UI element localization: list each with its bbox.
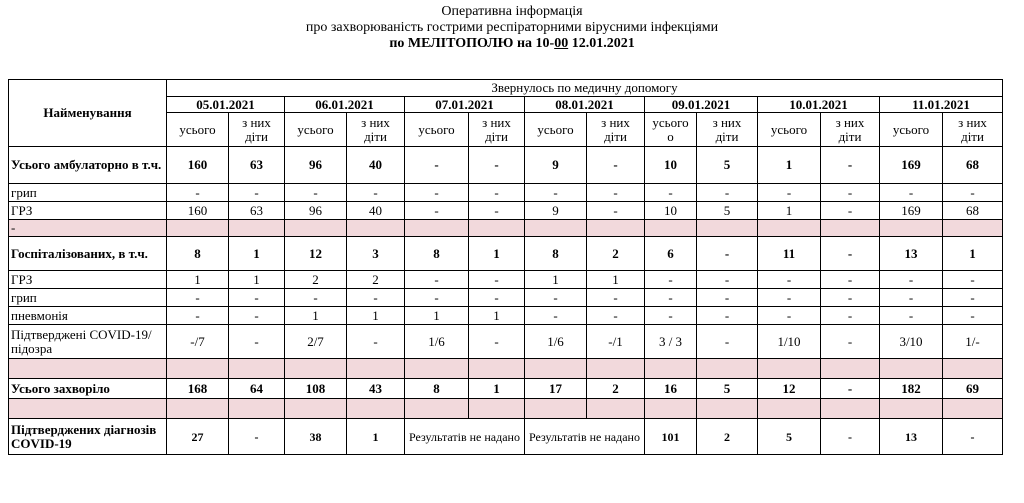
cell bbox=[347, 359, 405, 379]
cell: 1/10 bbox=[758, 325, 821, 359]
row-label: Підтверджені COVID-19/підозра bbox=[9, 325, 167, 359]
row-label: ГРЗ bbox=[9, 202, 167, 220]
cell bbox=[880, 220, 943, 237]
cell: 43 bbox=[347, 379, 405, 399]
cell: 2 bbox=[285, 271, 347, 289]
cell: 10 bbox=[645, 202, 697, 220]
row-label bbox=[9, 399, 167, 419]
cell: 3/10 bbox=[880, 325, 943, 359]
table-row bbox=[9, 325, 1003, 359]
cell: - bbox=[587, 307, 645, 325]
cell: - bbox=[167, 289, 229, 307]
cell: - bbox=[821, 379, 880, 399]
cell bbox=[469, 399, 525, 419]
subheader-total: усього bbox=[167, 113, 229, 147]
cell: - bbox=[525, 184, 587, 202]
cell: - bbox=[347, 184, 405, 202]
cell bbox=[821, 359, 880, 379]
row-label: - bbox=[9, 220, 167, 237]
cell bbox=[285, 399, 347, 419]
cell: - bbox=[229, 184, 285, 202]
cell: 64 bbox=[229, 379, 285, 399]
cell: 1 bbox=[285, 307, 347, 325]
cell: 1 bbox=[405, 307, 469, 325]
cell: - bbox=[469, 271, 525, 289]
cell: - bbox=[758, 289, 821, 307]
cell: 1 bbox=[525, 271, 587, 289]
cell: 1 bbox=[943, 237, 1003, 271]
table-row bbox=[9, 237, 1003, 271]
report-date-line bbox=[0, 36, 1024, 52]
cell bbox=[167, 220, 229, 237]
cell bbox=[587, 399, 645, 419]
subheader-total: усього bbox=[880, 113, 943, 147]
cell: 38 bbox=[285, 419, 347, 455]
cell bbox=[347, 399, 405, 419]
row-label: грип bbox=[9, 184, 167, 202]
cell: 2 bbox=[587, 237, 645, 271]
cell: 1 bbox=[469, 379, 525, 399]
subheader-kids: з них діти bbox=[347, 113, 405, 147]
cell: 1 bbox=[347, 419, 405, 455]
cell bbox=[587, 220, 645, 237]
cell: -/1 bbox=[587, 325, 645, 359]
cell: - bbox=[943, 289, 1003, 307]
cell bbox=[697, 359, 758, 379]
no-results-cell: Результатів не надано bbox=[405, 419, 525, 455]
cell: - bbox=[405, 202, 469, 220]
report-title: Оперативна інформація bbox=[441, 4, 583, 19]
cell: 2 bbox=[587, 379, 645, 399]
cell bbox=[469, 359, 525, 379]
cell: 5 bbox=[758, 419, 821, 455]
cell: - bbox=[880, 271, 943, 289]
cell bbox=[405, 399, 469, 419]
cell: 160 bbox=[167, 202, 229, 220]
subheader-kids: з них діти bbox=[469, 113, 525, 147]
cell bbox=[758, 220, 821, 237]
cell: 13 bbox=[880, 419, 943, 455]
cell: - bbox=[229, 325, 285, 359]
cell: 8 bbox=[405, 237, 469, 271]
cell: - bbox=[587, 202, 645, 220]
cell bbox=[525, 220, 587, 237]
cell: - bbox=[821, 237, 880, 271]
cell: - bbox=[469, 202, 525, 220]
cell: - bbox=[405, 184, 469, 202]
subheader-kids: з них діти bbox=[697, 113, 758, 147]
table-row bbox=[9, 220, 1003, 237]
cell bbox=[943, 399, 1003, 419]
cell: - bbox=[697, 307, 758, 325]
cell: 1/6 bbox=[405, 325, 469, 359]
subheader-total: усього bbox=[285, 113, 347, 147]
cell: - bbox=[347, 289, 405, 307]
cell bbox=[525, 399, 587, 419]
cell: - bbox=[821, 419, 880, 455]
cell: 5 bbox=[697, 202, 758, 220]
cell: - bbox=[587, 184, 645, 202]
cell: 16 bbox=[645, 379, 697, 399]
cell: - bbox=[645, 307, 697, 325]
cell: 168 bbox=[167, 379, 229, 399]
cell: - bbox=[943, 271, 1003, 289]
cell: - bbox=[347, 325, 405, 359]
cell: - bbox=[645, 184, 697, 202]
table-row bbox=[9, 399, 1003, 419]
date-header: 06.01.2021 bbox=[285, 97, 405, 113]
cell bbox=[645, 359, 697, 379]
cell: - bbox=[880, 184, 943, 202]
cell: - bbox=[405, 147, 469, 184]
subheader-total: усього о bbox=[645, 113, 697, 147]
date-header: 11.01.2021 bbox=[880, 97, 1003, 113]
cell: 96 bbox=[285, 202, 347, 220]
cell: - bbox=[525, 307, 587, 325]
cell: - bbox=[821, 147, 880, 184]
cell bbox=[880, 359, 943, 379]
cell: 27 bbox=[167, 419, 229, 455]
date-line-prefix: по МЕЛІТОПОЛЮ на 10- bbox=[389, 36, 555, 51]
cell: - bbox=[229, 307, 285, 325]
cell: 1 bbox=[469, 237, 525, 271]
table-row bbox=[9, 359, 1003, 379]
date-header: 10.01.2021 bbox=[758, 97, 880, 113]
cell bbox=[285, 220, 347, 237]
name-header: Найменування bbox=[9, 80, 167, 147]
table-row bbox=[9, 271, 1003, 289]
cell: - bbox=[587, 147, 645, 184]
cell: 1 bbox=[229, 271, 285, 289]
row-label: Усього амбулаторно в т.ч. bbox=[9, 147, 167, 184]
cell: 12 bbox=[758, 379, 821, 399]
cell: 1 bbox=[229, 237, 285, 271]
cell: - bbox=[645, 271, 697, 289]
cell: 5 bbox=[697, 379, 758, 399]
cell: 17 bbox=[525, 379, 587, 399]
report-subtitle: про захворюваність гострими респіраторними вірусними інфекціями bbox=[305, 20, 719, 35]
cell: - bbox=[525, 289, 587, 307]
cell: - bbox=[821, 184, 880, 202]
cell: - bbox=[758, 184, 821, 202]
cell: 8 bbox=[525, 237, 587, 271]
cell: 40 bbox=[347, 147, 405, 184]
cell: 2 bbox=[697, 419, 758, 455]
cell: 1 bbox=[347, 307, 405, 325]
date-header: 05.01.2021 bbox=[167, 97, 285, 113]
cell: 169 bbox=[880, 147, 943, 184]
cell bbox=[587, 359, 645, 379]
cell: - bbox=[697, 271, 758, 289]
cell bbox=[758, 359, 821, 379]
cell bbox=[645, 220, 697, 237]
subheader-total: усього bbox=[758, 113, 821, 147]
cell: - bbox=[645, 289, 697, 307]
covid-confirmed-row bbox=[9, 419, 1003, 455]
row-label: грип bbox=[9, 289, 167, 307]
cell: 10 bbox=[645, 147, 697, 184]
cell: - bbox=[821, 289, 880, 307]
cell: 63 bbox=[229, 202, 285, 220]
cell: 1 bbox=[167, 271, 229, 289]
cell: - bbox=[697, 184, 758, 202]
date-header: 09.01.2021 bbox=[645, 97, 758, 113]
subheader-kids: з них діти bbox=[943, 113, 1003, 147]
cell: - bbox=[758, 307, 821, 325]
table-row bbox=[9, 184, 1003, 202]
cell: 40 bbox=[347, 202, 405, 220]
cell: 12 bbox=[285, 237, 347, 271]
cell: - bbox=[285, 289, 347, 307]
cell bbox=[758, 399, 821, 419]
report-header bbox=[0, 0, 1024, 52]
subheader-kids: з них діти bbox=[821, 113, 880, 147]
cell: 9 bbox=[525, 202, 587, 220]
cell: - bbox=[285, 184, 347, 202]
cell: - bbox=[167, 307, 229, 325]
cell bbox=[285, 359, 347, 379]
cell: - bbox=[469, 147, 525, 184]
cell: 6 bbox=[645, 237, 697, 271]
cell: - bbox=[405, 289, 469, 307]
row-label: Підтверджених діагнозів COVID-19 bbox=[9, 419, 167, 455]
morbidity-table bbox=[8, 79, 1003, 455]
cell bbox=[880, 399, 943, 419]
cell: 13 bbox=[880, 237, 943, 271]
cell: - bbox=[758, 271, 821, 289]
cell: 68 bbox=[943, 202, 1003, 220]
table-row bbox=[9, 379, 1003, 399]
cell: - bbox=[880, 307, 943, 325]
subheader-kids: з них діти bbox=[229, 113, 285, 147]
cell: - bbox=[821, 271, 880, 289]
cell: 1/- bbox=[943, 325, 1003, 359]
cell bbox=[821, 220, 880, 237]
row-label bbox=[9, 359, 167, 379]
cell: 9 bbox=[525, 147, 587, 184]
row-label: ГРЗ bbox=[9, 271, 167, 289]
no-results-cell: Результатів не надано bbox=[525, 419, 645, 455]
cell bbox=[229, 399, 285, 419]
cell bbox=[167, 399, 229, 419]
cell bbox=[469, 220, 525, 237]
row-label: пневмонія bbox=[9, 307, 167, 325]
cell: 2 bbox=[347, 271, 405, 289]
cell: 1 bbox=[587, 271, 645, 289]
cell: - bbox=[587, 289, 645, 307]
cell: 2/7 bbox=[285, 325, 347, 359]
cell: - bbox=[405, 271, 469, 289]
cell: 3 bbox=[347, 237, 405, 271]
cell: - bbox=[943, 419, 1003, 455]
cell: 96 bbox=[285, 147, 347, 184]
table-row bbox=[9, 307, 1003, 325]
cell: - bbox=[229, 419, 285, 455]
cell bbox=[405, 359, 469, 379]
row-label: Госпіталізованих, в т.ч. bbox=[9, 237, 167, 271]
cell: 8 bbox=[167, 237, 229, 271]
cell: - bbox=[821, 307, 880, 325]
cell: 1/6 bbox=[525, 325, 587, 359]
cell: 169 bbox=[880, 202, 943, 220]
cell bbox=[697, 399, 758, 419]
cell bbox=[697, 220, 758, 237]
cell: 108 bbox=[285, 379, 347, 399]
date-line-underlined: 00 bbox=[554, 36, 569, 51]
subheader-kids: з них діти bbox=[587, 113, 645, 147]
cell bbox=[167, 359, 229, 379]
table-row bbox=[9, 202, 1003, 220]
cell: 101 bbox=[645, 419, 697, 455]
date-header: 08.01.2021 bbox=[525, 97, 645, 113]
cell: - bbox=[821, 202, 880, 220]
cell: 3 / 3 bbox=[645, 325, 697, 359]
cell: 11 bbox=[758, 237, 821, 271]
cell bbox=[943, 220, 1003, 237]
date-header: 07.01.2021 bbox=[405, 97, 525, 113]
cell bbox=[525, 359, 587, 379]
cell bbox=[347, 220, 405, 237]
cell: - bbox=[229, 289, 285, 307]
cell: - bbox=[697, 325, 758, 359]
cell: 69 bbox=[943, 379, 1003, 399]
cell: - bbox=[469, 184, 525, 202]
cell: 5 bbox=[697, 147, 758, 184]
cell: - bbox=[943, 184, 1003, 202]
cell: 8 bbox=[405, 379, 469, 399]
cell bbox=[821, 399, 880, 419]
subheader-total: усього bbox=[525, 113, 587, 147]
cell: 182 bbox=[880, 379, 943, 399]
group-header: Звернулось по медичну допомогу bbox=[167, 80, 1003, 97]
cell: 1 bbox=[758, 147, 821, 184]
cell: - bbox=[469, 289, 525, 307]
cell bbox=[229, 220, 285, 237]
cell: 1 bbox=[469, 307, 525, 325]
cell: - bbox=[469, 325, 525, 359]
table-row bbox=[9, 289, 1003, 307]
cell: - bbox=[697, 237, 758, 271]
cell bbox=[229, 359, 285, 379]
row-label: Усього захворіло bbox=[9, 379, 167, 399]
subheader-total: усього bbox=[405, 113, 469, 147]
cell: - bbox=[167, 184, 229, 202]
cell: - bbox=[880, 289, 943, 307]
cell: 160 bbox=[167, 147, 229, 184]
cell bbox=[405, 220, 469, 237]
table-row bbox=[9, 147, 1003, 184]
date-line-suffix: 12.01.2021 bbox=[568, 36, 635, 51]
cell: 1 bbox=[758, 202, 821, 220]
cell bbox=[943, 359, 1003, 379]
cell: - bbox=[943, 307, 1003, 325]
cell: -/7 bbox=[167, 325, 229, 359]
cell: 68 bbox=[943, 147, 1003, 184]
cell: - bbox=[821, 325, 880, 359]
cell: - bbox=[697, 289, 758, 307]
cell: 63 bbox=[229, 147, 285, 184]
cell bbox=[645, 399, 697, 419]
